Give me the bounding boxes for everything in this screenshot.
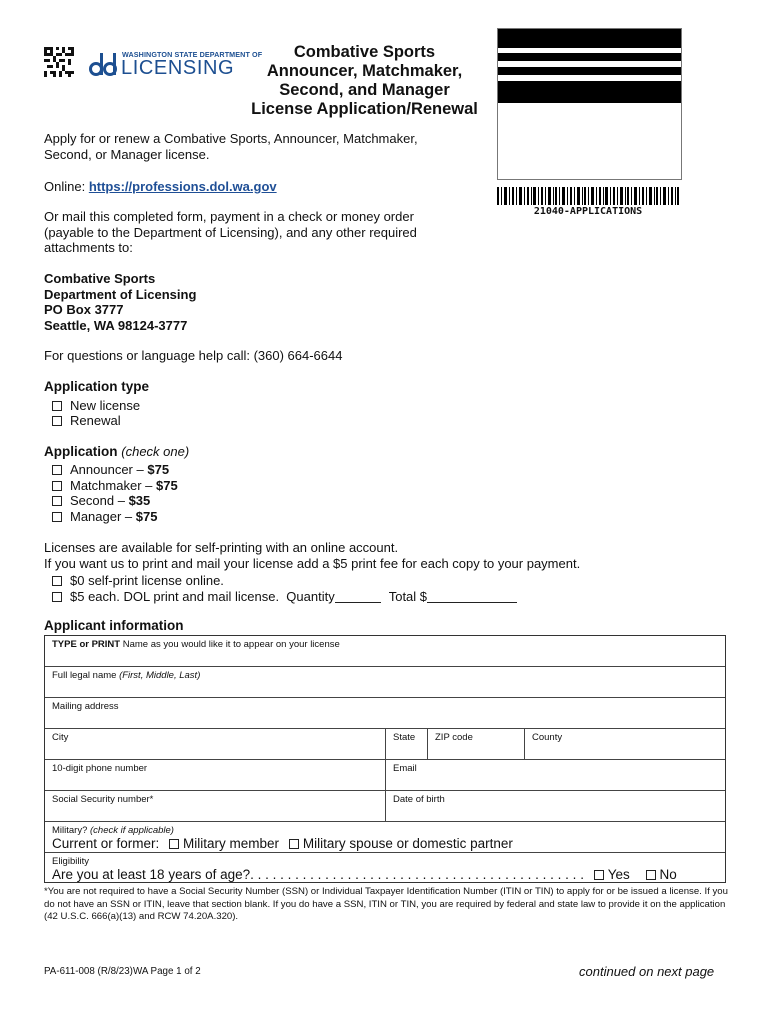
full-name-field[interactable] [45,667,725,698]
eligibility-label: Eligibility [52,856,89,867]
print-line: If you want us to print and mail your license add a $5 print fee for each copy to your payment. [44,555,581,571]
title-line: Announcer, Matchmaker, [266,62,463,80]
title-line: License Application/Renewal [251,100,478,118]
ssn-field[interactable] [45,791,386,822]
intro-text [44,131,418,162]
title-line: Combative Sports [293,43,436,61]
print-info [44,540,580,571]
option-label: Manager [70,509,122,524]
matchmaker-checkbox[interactable] [52,481,62,491]
license-name-label: Name as you would like it to appear on your license [120,639,340,650]
quantity-field[interactable] [335,591,381,603]
type-print-label: TYPE or PRINT [52,639,121,650]
applicant-form [44,635,726,883]
military-member-label: Military member [183,836,280,851]
option-dol-print[interactable] [52,589,517,605]
option-label: Matchmaker [70,478,142,493]
application-heading [44,444,189,459]
option-announcer[interactable] [52,462,169,478]
help-line: For questions or language help call: (360) 664-6644 [44,348,343,363]
logo-licensing-text: LICENSING [121,57,235,79]
dol-print-checkbox[interactable] [52,592,62,602]
barcode-label: 21040-APPLICATIONS [533,206,643,217]
application-heading-text: Application [44,444,118,459]
zip-label: ZIP code [435,732,473,743]
redaction-bar [498,81,681,103]
military-label: Military? [52,825,88,836]
mailing-address-label: Mailing address [52,701,119,712]
total-field[interactable] [427,591,517,603]
form-id: PA-611-008 (R/8/23)WA Page 1 of 2 [44,966,201,977]
address-line: Seattle, WA 98124-3777 [44,317,188,333]
office-use-box [497,28,682,180]
online-label: Online: [44,179,86,194]
military-spouse-checkbox[interactable] [289,839,299,849]
self-print-checkbox[interactable] [52,576,62,586]
ssn-label: Social Security number* [52,794,154,805]
online-link[interactable]: https://professions.dol.wa.gov [88,179,277,194]
age-yes-checkbox[interactable] [594,870,604,880]
option-label: Second [70,493,115,508]
second-checkbox[interactable] [52,496,62,506]
eligibility-row [45,853,725,882]
dob-field[interactable] [386,791,725,822]
city-field[interactable] [45,729,386,760]
age-question: Are you at least 18 years of age?. . . . . . . . . . . . . . . . . . . . . . . . . . . . . . . . . . . . . . . . . . . . . [52,867,584,882]
military-spouse-label: Military spouse or domestic partner [302,836,513,851]
intro-line: Apply for or renew a Combative Sports, Announcer, Matchmaker, [44,131,418,146]
option-new-license[interactable] [52,398,140,414]
manager-checkbox[interactable] [52,512,62,522]
ssn-footnote: *You are not required to have a Social Security Number (SSN) or Individual Taxpayer Identification Number (ITIN or TIN) to apply for or be issued a license. If you do not have an SSN or ITIN, leave that section blank. If you do have a SSN, ITIN or TIN, you are required by federal and state law to provide it on the application (42 U.S.C. 666(a)(13) and RCW 74.20A.320). [44,886,728,922]
option-renewal[interactable] [52,413,121,429]
renewal-checkbox[interactable] [52,416,62,426]
barcode-icon [497,187,679,205]
option-sep: – [114,493,129,508]
option-label: $0 self-print license online. [70,573,224,588]
application-hint: (check one) [121,444,190,459]
option-matchmaker[interactable] [52,478,178,494]
address-line: Department of Licensing [44,286,197,302]
email-label: Email [393,763,417,774]
title-line: Second, and Manager [279,81,450,99]
qr-code-icon [44,46,74,78]
continued-note: continued on next page [579,964,715,979]
phone-field[interactable] [45,760,386,791]
print-line: Licenses are available for self-printing with an online account. [44,540,399,555]
redaction-bar [498,29,681,48]
option-label: Renewal [70,413,121,428]
state-label: State [393,732,416,743]
address-line: Combative Sports [44,271,156,286]
military-member-checkbox[interactable] [169,839,179,849]
county-label: County [532,732,563,743]
current-former-label: Current or former: [52,836,160,851]
option-price: $75 [156,478,178,493]
intro-line: Second, or Manager license. [44,146,210,162]
new-license-checkbox[interactable] [52,401,62,411]
option-sep: – [141,478,156,493]
email-field[interactable] [386,760,725,791]
option-sep: – [132,462,148,477]
license-name-field[interactable] [45,636,725,667]
zip-field[interactable] [428,729,525,760]
option-label: New license [70,398,141,413]
county-field[interactable] [525,729,725,760]
total-label: Total $ [388,589,428,604]
full-name-label: Full legal name [52,670,117,681]
option-price: $35 [128,493,151,508]
applicant-heading: Applicant information [44,618,184,633]
city-label: City [52,732,69,743]
dol-logo-icon [88,50,118,78]
form-title [222,43,507,119]
military-hint: (check if applicable) [90,825,174,836]
dob-label: Date of birth [393,794,445,805]
option-second[interactable] [52,493,150,509]
option-self-print[interactable] [52,573,224,589]
announcer-checkbox[interactable] [52,465,62,475]
mailing-address-field[interactable] [45,698,725,729]
option-price: $75 [147,462,170,477]
online-line [44,179,277,195]
full-name-hint: (First, Middle, Last) [119,670,201,681]
option-price: $75 [135,509,158,524]
state-field[interactable] [386,729,428,760]
mailing-address [44,271,196,333]
option-sep: – [121,509,136,524]
age-no-checkbox[interactable] [646,870,656,880]
redaction-bar [498,67,681,75]
address-line: PO Box 3777 [44,302,124,317]
mail-line: (payable to the Department of Licensing), and any other required [44,224,417,240]
phone-label: 10-digit phone number [52,763,148,774]
redaction-bar [498,53,681,61]
dol-logo [88,50,263,80]
option-label: $5 each. DOL print and mail license. Quantity [70,589,335,604]
application-type-heading: Application type [44,379,150,394]
no-label: No [659,867,677,882]
military-row [45,822,725,853]
logo-department-text: WASHINGTON STATE DEPARTMENT OF [122,50,263,59]
option-label: Announcer [70,462,133,477]
mail-line: Or mail this completed form, payment in a check or money order [44,209,414,224]
mail-line: attachments to: [44,240,133,255]
mail-instructions [44,209,417,256]
option-manager[interactable] [52,509,157,525]
yes-label: Yes [607,867,630,882]
